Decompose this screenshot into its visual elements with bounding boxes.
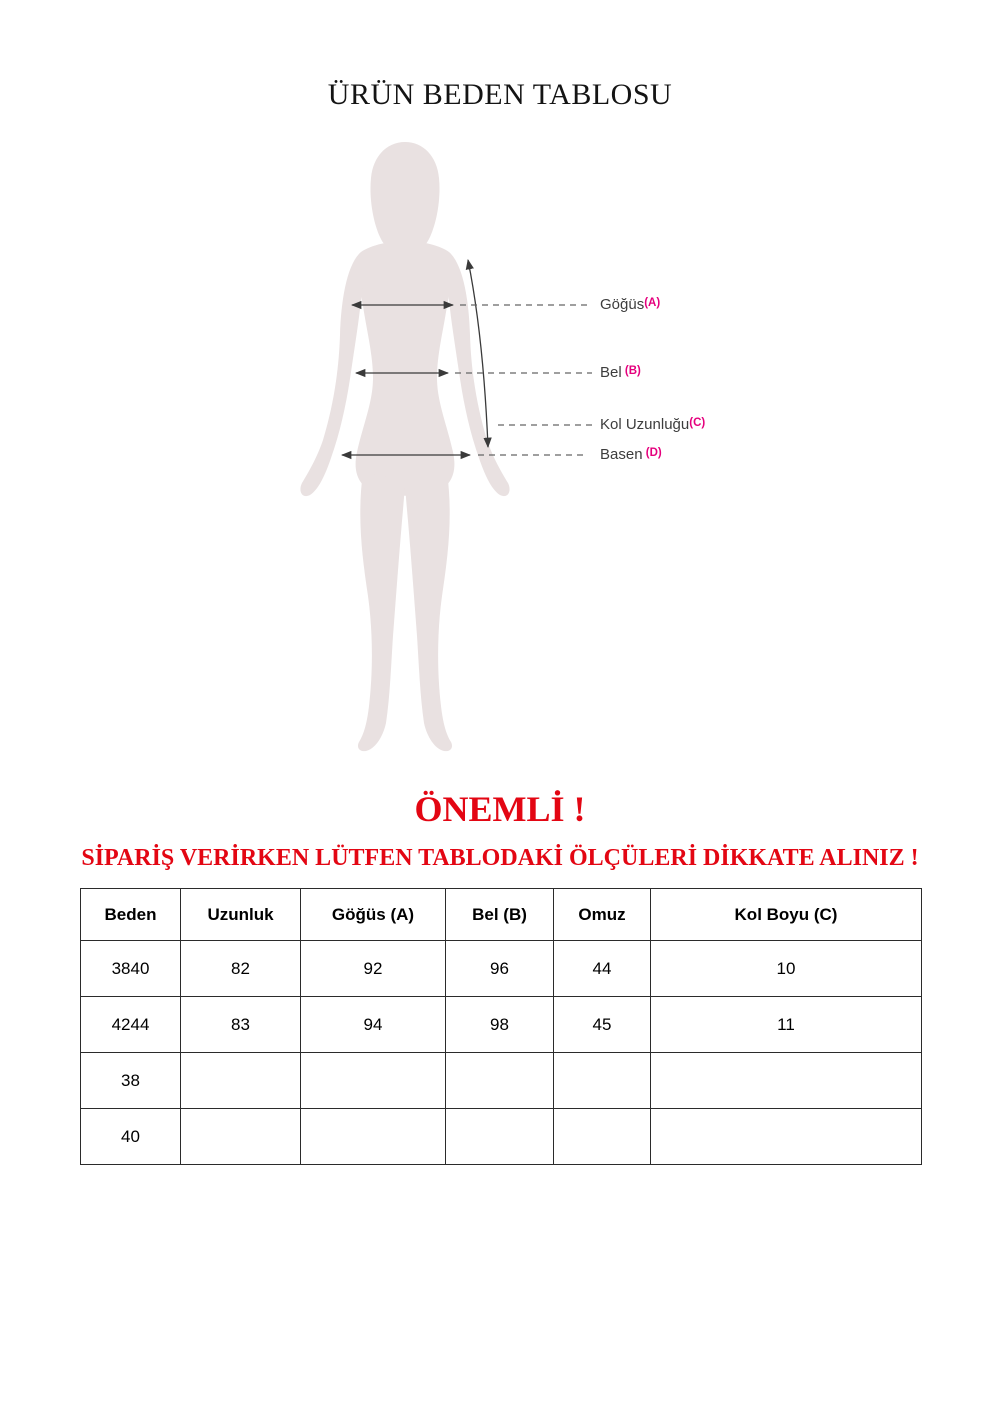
table-row — [81, 1053, 922, 1109]
table-cell: 4244 — [81, 997, 181, 1053]
measurement-label-hip — [600, 445, 662, 466]
body-silhouette — [300, 142, 509, 751]
table-cell — [651, 1109, 922, 1165]
measurement-letter: (A) — [644, 297, 661, 309]
table-cell: 96 — [446, 941, 554, 997]
table-cell: 82 — [181, 941, 301, 997]
measurement-diagram — [280, 135, 800, 755]
table-cell: 92 — [301, 941, 446, 997]
table-header-row — [81, 889, 922, 941]
table-row — [81, 941, 922, 997]
measurement-label-text: Basen — [600, 446, 643, 463]
col-header-uzunluk: Uzunluk — [181, 889, 301, 941]
table-row — [81, 1109, 922, 1165]
measurement-letter: (C) — [689, 417, 706, 429]
table-cell — [301, 1053, 446, 1109]
measurement-label-arm-length — [600, 415, 705, 436]
table-cell: 94 — [301, 997, 446, 1053]
measurement-label-text: Kol Uzunluğu — [600, 416, 690, 433]
important-heading: ÖNEMLİ ! — [414, 789, 586, 829]
table-cell — [446, 1109, 554, 1165]
col-header-gogus: Göğüs (A) — [301, 889, 446, 941]
table-cell — [554, 1109, 651, 1165]
table-cell — [301, 1109, 446, 1165]
table-cell: 10 — [651, 941, 922, 997]
table-cell: 11 — [651, 997, 922, 1053]
col-header-beden: Beden — [81, 889, 181, 941]
table-cell — [181, 1109, 301, 1165]
table-cell — [181, 1053, 301, 1109]
table-cell: 40 — [81, 1109, 181, 1165]
size-table — [80, 888, 922, 1165]
table-cell: 44 — [554, 941, 651, 997]
table-cell: 38 — [81, 1053, 181, 1109]
table-cell: 83 — [181, 997, 301, 1053]
page-title: ÜRÜN BEDEN TABLOSU — [327, 78, 673, 111]
col-header-kol-boyu: Kol Boyu (C) — [651, 889, 922, 941]
body-silhouette-graphic — [280, 135, 800, 755]
table-cell — [446, 1053, 554, 1109]
measurement-letter: (D) — [642, 447, 662, 459]
col-header-omuz: Omuz — [554, 889, 651, 941]
table-cell: 45 — [554, 997, 651, 1053]
table-row — [81, 997, 922, 1053]
measurement-label-text: Bel — [600, 364, 622, 381]
table-cell — [651, 1053, 922, 1109]
table-cell — [554, 1053, 651, 1109]
measurement-letter: (B) — [621, 365, 641, 377]
table-cell: 3840 — [81, 941, 181, 997]
table-cell: 98 — [446, 997, 554, 1053]
measurement-label-text: Göğüs — [600, 296, 645, 313]
measurement-label-waist — [600, 363, 641, 384]
important-subheading: SİPARİŞ VERİRKEN LÜTFEN TABLODAKİ ÖLÇÜLERİ DİKKATE ALINIZ ! — [81, 845, 919, 871]
col-header-bel: Bel (B) — [446, 889, 554, 941]
measurement-label-chest — [600, 295, 660, 316]
